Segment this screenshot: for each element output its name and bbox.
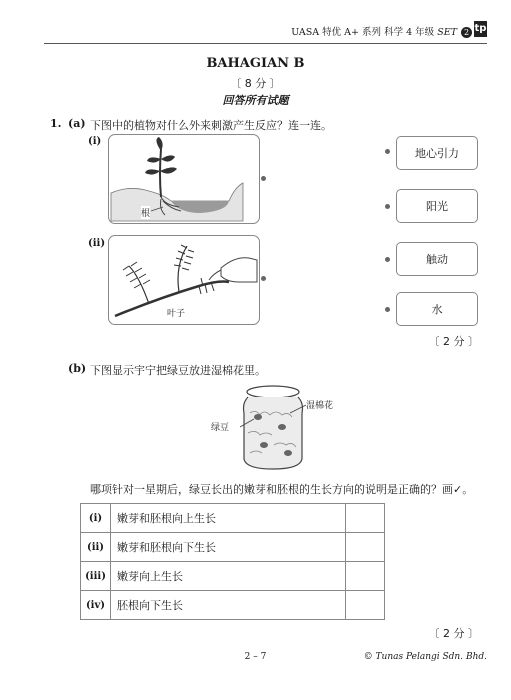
option-gravity[interactable]: 地心引力 — [396, 136, 478, 170]
choice-text: 嫩芽和胚根向下生长 — [111, 533, 346, 562]
picture-ii-connector-dot[interactable] — [261, 276, 266, 281]
part-a-label: (a) — [68, 117, 86, 130]
header-divider — [44, 43, 487, 44]
section-marks: 〔 8 分 〕 — [230, 77, 281, 90]
tick-symbol: ✓ — [453, 483, 463, 496]
plant-gravity-picture — [108, 134, 260, 224]
plant-touch-picture — [108, 235, 260, 325]
choice-text: 胚根向下生长 — [111, 591, 346, 620]
leaf-caption: 叶子 — [167, 306, 185, 319]
question-number: 1. — [50, 117, 62, 130]
table-row — [81, 591, 385, 620]
copyright-notice: © Tunas Pelangi Sdn. Bhd. — [363, 652, 487, 662]
running-header — [291, 24, 473, 38]
table-row — [81, 533, 385, 562]
part-b-marks: 〔 2 分 〕 — [428, 627, 479, 640]
choice-label: (iii) — [81, 562, 111, 591]
part-b-question — [90, 481, 473, 497]
tick-cell[interactable] — [346, 591, 385, 620]
publisher-logo: tp — [474, 21, 487, 37]
root-caption: 根 — [141, 206, 150, 219]
option-touch[interactable]: 触动 — [396, 242, 478, 276]
option-water-dot[interactable] — [385, 307, 390, 312]
part-b-question-text: 哪项针对一星期后，绿豆长出的嫩芽和胚根的生长方向的说明是正确的？画 — [90, 483, 453, 496]
tick-cell[interactable] — [346, 562, 385, 591]
section-title: BAHAGIAN B — [206, 56, 305, 71]
part-a-text: 下图中的植物对什么外来刺激产生反应？连一连。 — [90, 119, 332, 132]
picture-i-label: (i) — [88, 136, 102, 147]
choice-label: (iv) — [81, 591, 111, 620]
tick-cell[interactable] — [346, 533, 385, 562]
option-gravity-dot[interactable] — [385, 149, 390, 154]
choice-text: 嫩芽向上生长 — [111, 562, 346, 591]
question-end-mark: 。 — [462, 483, 474, 496]
table-row — [81, 504, 385, 533]
header-series: UASA 特优 A+ 系列 — [291, 27, 382, 38]
seedling-soil-illustration — [109, 135, 259, 223]
header-set-label: SET — [437, 27, 457, 38]
choice-label: (i) — [81, 504, 111, 533]
picture-i-connector-dot[interactable] — [261, 176, 266, 181]
tick-cell[interactable] — [346, 504, 385, 533]
answer-choice-table — [80, 503, 385, 620]
table-row — [81, 562, 385, 591]
option-touch-dot[interactable] — [385, 257, 390, 262]
page-number: 2 – 7 — [244, 652, 267, 662]
option-sunlight[interactable]: 阳光 — [396, 189, 478, 223]
option-water[interactable]: 水 — [396, 292, 478, 326]
part-a-marks: 〔 2 分 〕 — [428, 335, 479, 348]
choice-text: 嫩芽和胚根向上生长 — [111, 504, 346, 533]
choice-label: (ii) — [81, 533, 111, 562]
set-number-badge: 2 — [461, 27, 472, 38]
green-bean-label: 绿豆 — [211, 423, 230, 433]
picture-ii-label: (ii) — [88, 238, 106, 249]
section-instruction: 回答所有试题 — [222, 94, 289, 107]
part-b-text: 下图显示宇宁把绿豆放进湿棉花里。 — [90, 364, 266, 377]
wet-cotton-label: 湿棉花 — [306, 401, 334, 411]
jar-cotton-illustration — [240, 383, 306, 471]
option-sunlight-dot[interactable] — [385, 204, 390, 209]
part-b-label: (b) — [68, 362, 87, 375]
header-subject: 科学 4 年级 — [384, 27, 435, 38]
